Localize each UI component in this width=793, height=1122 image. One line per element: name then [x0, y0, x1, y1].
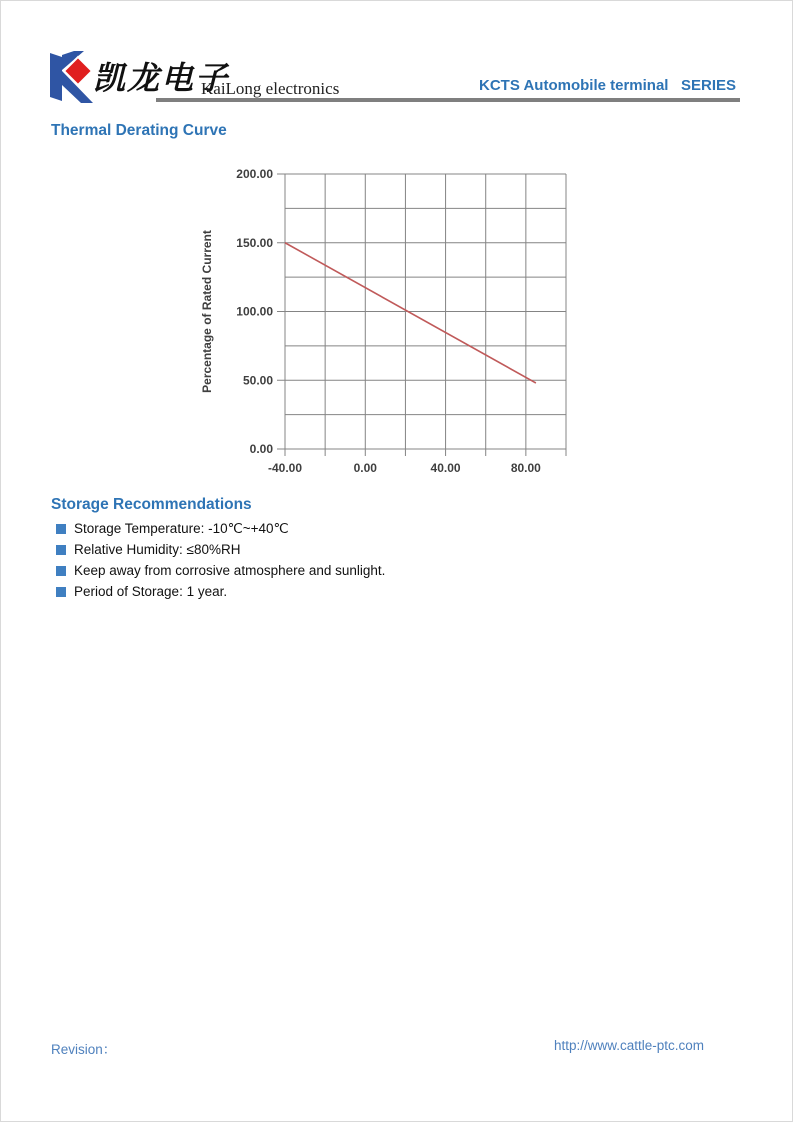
series-title: KCTS Automobile terminal SERIES: [479, 77, 736, 94]
revision-label: Revision：: [51, 1042, 117, 1057]
x-tick-label: 80.00: [510, 461, 541, 475]
kailong-logo: [47, 51, 97, 105]
brand-name-chinese: 凯龙电子: [93, 59, 230, 97]
storage-recommendation-text: Period of Storage: 1 year.: [74, 584, 228, 599]
chart-grid: [277, 174, 566, 456]
x-tick-label: 0.00: [353, 461, 377, 475]
y-tick-labels: [236, 167, 273, 456]
bullet-square-icon: [56, 587, 66, 597]
y-tick-label: 50.00: [242, 373, 273, 388]
storage-recommendation-item: [56, 539, 385, 560]
series-line-thermal-derating: [285, 243, 536, 383]
storage-recommendation-item: [56, 560, 385, 581]
y-tick-label: 0.00: [249, 442, 273, 456]
thermal-derating-heading: Thermal Derating Curve: [51, 122, 227, 139]
storage-recommendations-heading: Storage Recommendations: [51, 496, 252, 513]
x-tick-label: 40.00: [430, 461, 461, 475]
storage-recommendation-text: Storage Temperature: -10℃~+40℃: [74, 520, 289, 536]
logo-k-bar: [50, 53, 62, 101]
storage-recommendation-item: [56, 581, 385, 602]
storage-recommendation-text: Relative Humidity: ≤80%RH: [74, 542, 241, 557]
bullet-square-icon: [56, 524, 66, 534]
storage-recommendations-list: [56, 518, 385, 602]
y-tick-label: 100.00: [236, 304, 273, 319]
y-axis-title: Percentage of Rated Current: [200, 230, 214, 393]
bullet-square-icon: [56, 566, 66, 576]
x-tick-labels: [268, 461, 541, 475]
derating-chart: [191, 159, 591, 481]
storage-recommendation-text: Keep away from corrosive atmosphere and sunlight.: [74, 563, 386, 578]
y-tick-label: 150.00: [236, 235, 273, 250]
header-divider: [156, 98, 740, 102]
brand-name-english: KaiLong electronics: [201, 79, 340, 98]
y-tick-label: 200.00: [236, 167, 273, 181]
website-link[interactable]: http://www.cattle-ptc.com: [553, 1038, 704, 1053]
x-tick-label: -40.00: [267, 461, 303, 475]
bullet-square-icon: [56, 545, 66, 555]
storage-recommendation-item: [56, 518, 385, 539]
